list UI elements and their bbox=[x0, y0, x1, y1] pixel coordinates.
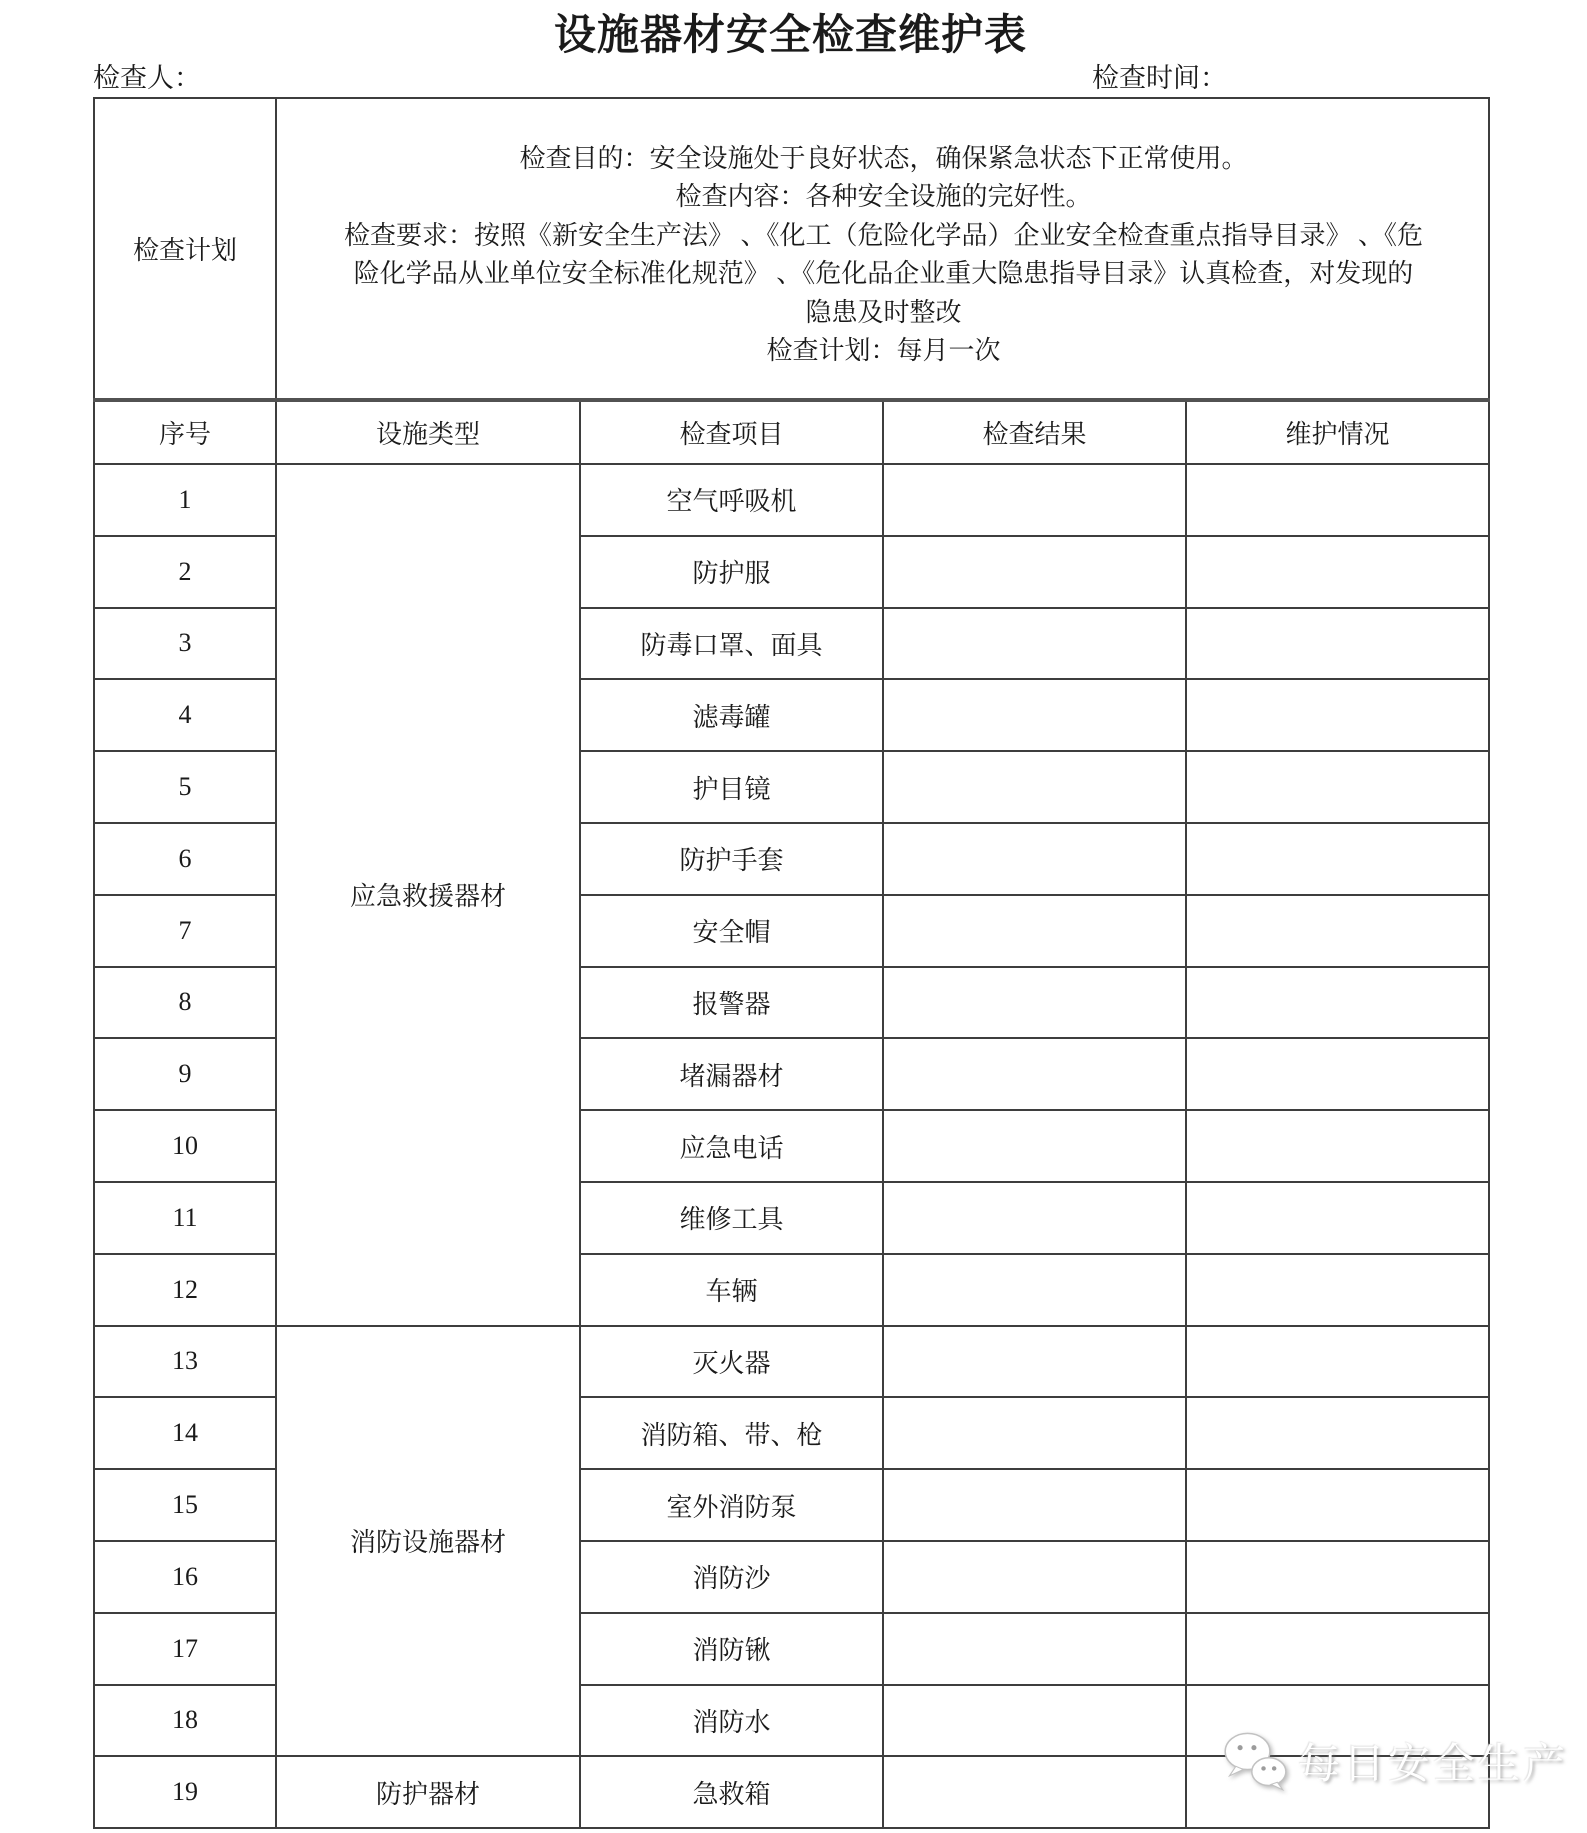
maintenance-cell bbox=[1186, 1469, 1489, 1541]
plan-label-cell: 检查计划 bbox=[94, 98, 276, 400]
row-number-cell: 18 bbox=[94, 1685, 276, 1757]
result-cell bbox=[883, 1110, 1186, 1182]
item-cell: 防护服 bbox=[580, 536, 883, 608]
row-number-cell: 13 bbox=[94, 1326, 276, 1398]
table-row bbox=[94, 464, 1489, 536]
inspection-time-label: 检查时间： bbox=[1092, 63, 1227, 93]
result-cell bbox=[883, 1326, 1186, 1398]
item-cell: 防毒口罩、面具 bbox=[580, 608, 883, 680]
maintenance-cell bbox=[1186, 1397, 1489, 1469]
maintenance-cell bbox=[1186, 608, 1489, 680]
plan-line: 隐患及时整改 bbox=[805, 297, 962, 327]
row-number-cell: 7 bbox=[94, 895, 276, 967]
item-cell: 空气呼吸机 bbox=[580, 464, 883, 536]
item-cell: 报警器 bbox=[580, 967, 883, 1039]
page-title: 设施器材安全检查维护表 bbox=[553, 13, 1027, 59]
table-row bbox=[94, 1756, 1489, 1828]
result-cell bbox=[883, 536, 1186, 608]
row-number-cell: 19 bbox=[94, 1756, 276, 1828]
result-cell bbox=[883, 464, 1186, 536]
plan-line: 检查计划：每月一次 bbox=[766, 336, 1001, 365]
col-header-no: 序号 bbox=[94, 400, 276, 464]
row-number-cell: 10 bbox=[94, 1110, 276, 1182]
item-cell: 车辆 bbox=[580, 1254, 883, 1326]
maintenance-cell bbox=[1186, 967, 1489, 1039]
col-header-check-result: 检查结果 bbox=[883, 400, 1186, 464]
item-cell: 滤毒罐 bbox=[580, 679, 883, 751]
maintenance-cell bbox=[1186, 1541, 1489, 1613]
maintenance-cell bbox=[1186, 679, 1489, 751]
row-number-cell: 2 bbox=[94, 536, 276, 608]
plan-line: 检查目的：安全设施处于良好状态，确保紧急状态下正常使用。 bbox=[519, 143, 1248, 173]
item-cell: 灭火器 bbox=[580, 1326, 883, 1398]
row-number-cell: 1 bbox=[94, 464, 276, 536]
maintenance-cell bbox=[1186, 464, 1489, 536]
maintenance-cell bbox=[1186, 823, 1489, 895]
row-number-cell: 6 bbox=[94, 823, 276, 895]
result-cell bbox=[883, 1254, 1186, 1326]
item-cell: 消防水 bbox=[580, 1685, 883, 1757]
item-cell: 安全帽 bbox=[580, 895, 883, 967]
maintenance-cell bbox=[1186, 1110, 1489, 1182]
result-cell bbox=[883, 1541, 1186, 1613]
item-cell: 护目镜 bbox=[580, 751, 883, 823]
col-header-maintenance: 维护情况 bbox=[1186, 400, 1489, 464]
maintenance-cell bbox=[1186, 1038, 1489, 1110]
result-cell bbox=[883, 679, 1186, 751]
result-cell bbox=[883, 751, 1186, 823]
category-cell: 应急救援器材 bbox=[276, 464, 580, 1326]
row-number-cell: 3 bbox=[94, 608, 276, 680]
item-cell: 室外消防泵 bbox=[580, 1469, 883, 1541]
item-cell: 堵漏器材 bbox=[580, 1038, 883, 1110]
item-cell: 急救箱 bbox=[580, 1756, 883, 1828]
item-cell: 消防箱、带、枪 bbox=[580, 1397, 883, 1469]
item-cell: 消防沙 bbox=[580, 1541, 883, 1613]
plan-content-cell bbox=[276, 98, 1489, 400]
row-number-cell: 5 bbox=[94, 751, 276, 823]
maintenance-cell bbox=[1186, 895, 1489, 967]
plan-line: 检查要求：按照《新安全生产法》 、《化工（危险化学品）企业安全检查重点指导目录》 、《危 bbox=[344, 220, 1424, 250]
table-header-row bbox=[94, 400, 1489, 464]
meta-row bbox=[93, 56, 1488, 94]
result-cell bbox=[883, 1685, 1186, 1757]
maintenance-cell bbox=[1186, 1685, 1489, 1757]
row-number-cell: 12 bbox=[94, 1254, 276, 1326]
item-cell: 维修工具 bbox=[580, 1182, 883, 1254]
row-number-cell: 9 bbox=[94, 1038, 276, 1110]
table-row bbox=[94, 1326, 1489, 1398]
result-cell bbox=[883, 823, 1186, 895]
result-cell bbox=[883, 1469, 1186, 1541]
result-cell bbox=[883, 1613, 1186, 1685]
result-cell bbox=[883, 967, 1186, 1039]
maintenance-cell bbox=[1186, 1756, 1489, 1828]
result-cell bbox=[883, 895, 1186, 967]
item-cell: 消防锹 bbox=[580, 1613, 883, 1685]
plan-line: 险化学品从业单位安全标准化规范》 、《危化品企业重大隐患指导目录》认真检查，对发现的 bbox=[353, 259, 1414, 288]
maintenance-cell bbox=[1186, 1182, 1489, 1254]
row-number-cell: 15 bbox=[94, 1469, 276, 1541]
row-number-cell: 8 bbox=[94, 967, 276, 1039]
maintenance-cell bbox=[1186, 1613, 1489, 1685]
col-header-check-item: 检查项目 bbox=[580, 400, 883, 464]
result-cell bbox=[883, 1756, 1186, 1828]
maintenance-cell bbox=[1186, 751, 1489, 823]
watermark-text: 每日安全生产 bbox=[1298, 1740, 1569, 1787]
row-number-cell: 14 bbox=[94, 1397, 276, 1469]
result-cell bbox=[883, 1182, 1186, 1254]
maintenance-cell bbox=[1186, 536, 1489, 608]
plan-row bbox=[94, 98, 1489, 400]
row-number-cell: 17 bbox=[94, 1613, 276, 1685]
maintenance-cell bbox=[1186, 1254, 1489, 1326]
item-cell: 防护手套 bbox=[580, 823, 883, 895]
category-cell: 消防设施器材 bbox=[276, 1326, 580, 1757]
result-cell bbox=[883, 1038, 1186, 1110]
result-cell bbox=[883, 608, 1186, 680]
category-cell: 防护器材 bbox=[276, 1756, 580, 1828]
item-cell: 应急电话 bbox=[580, 1110, 883, 1182]
row-number-cell: 4 bbox=[94, 679, 276, 751]
maintenance-cell bbox=[1186, 1326, 1489, 1398]
plan-line: 检查内容：各种安全设施的完好性。 bbox=[675, 182, 1092, 211]
col-header-facility-type: 设施类型 bbox=[276, 400, 580, 464]
row-number-cell: 11 bbox=[94, 1182, 276, 1254]
inspection-table bbox=[93, 97, 1490, 1829]
inspector-label: 检查人： bbox=[93, 63, 201, 93]
result-cell bbox=[883, 1397, 1186, 1469]
row-number-cell: 16 bbox=[94, 1541, 276, 1613]
